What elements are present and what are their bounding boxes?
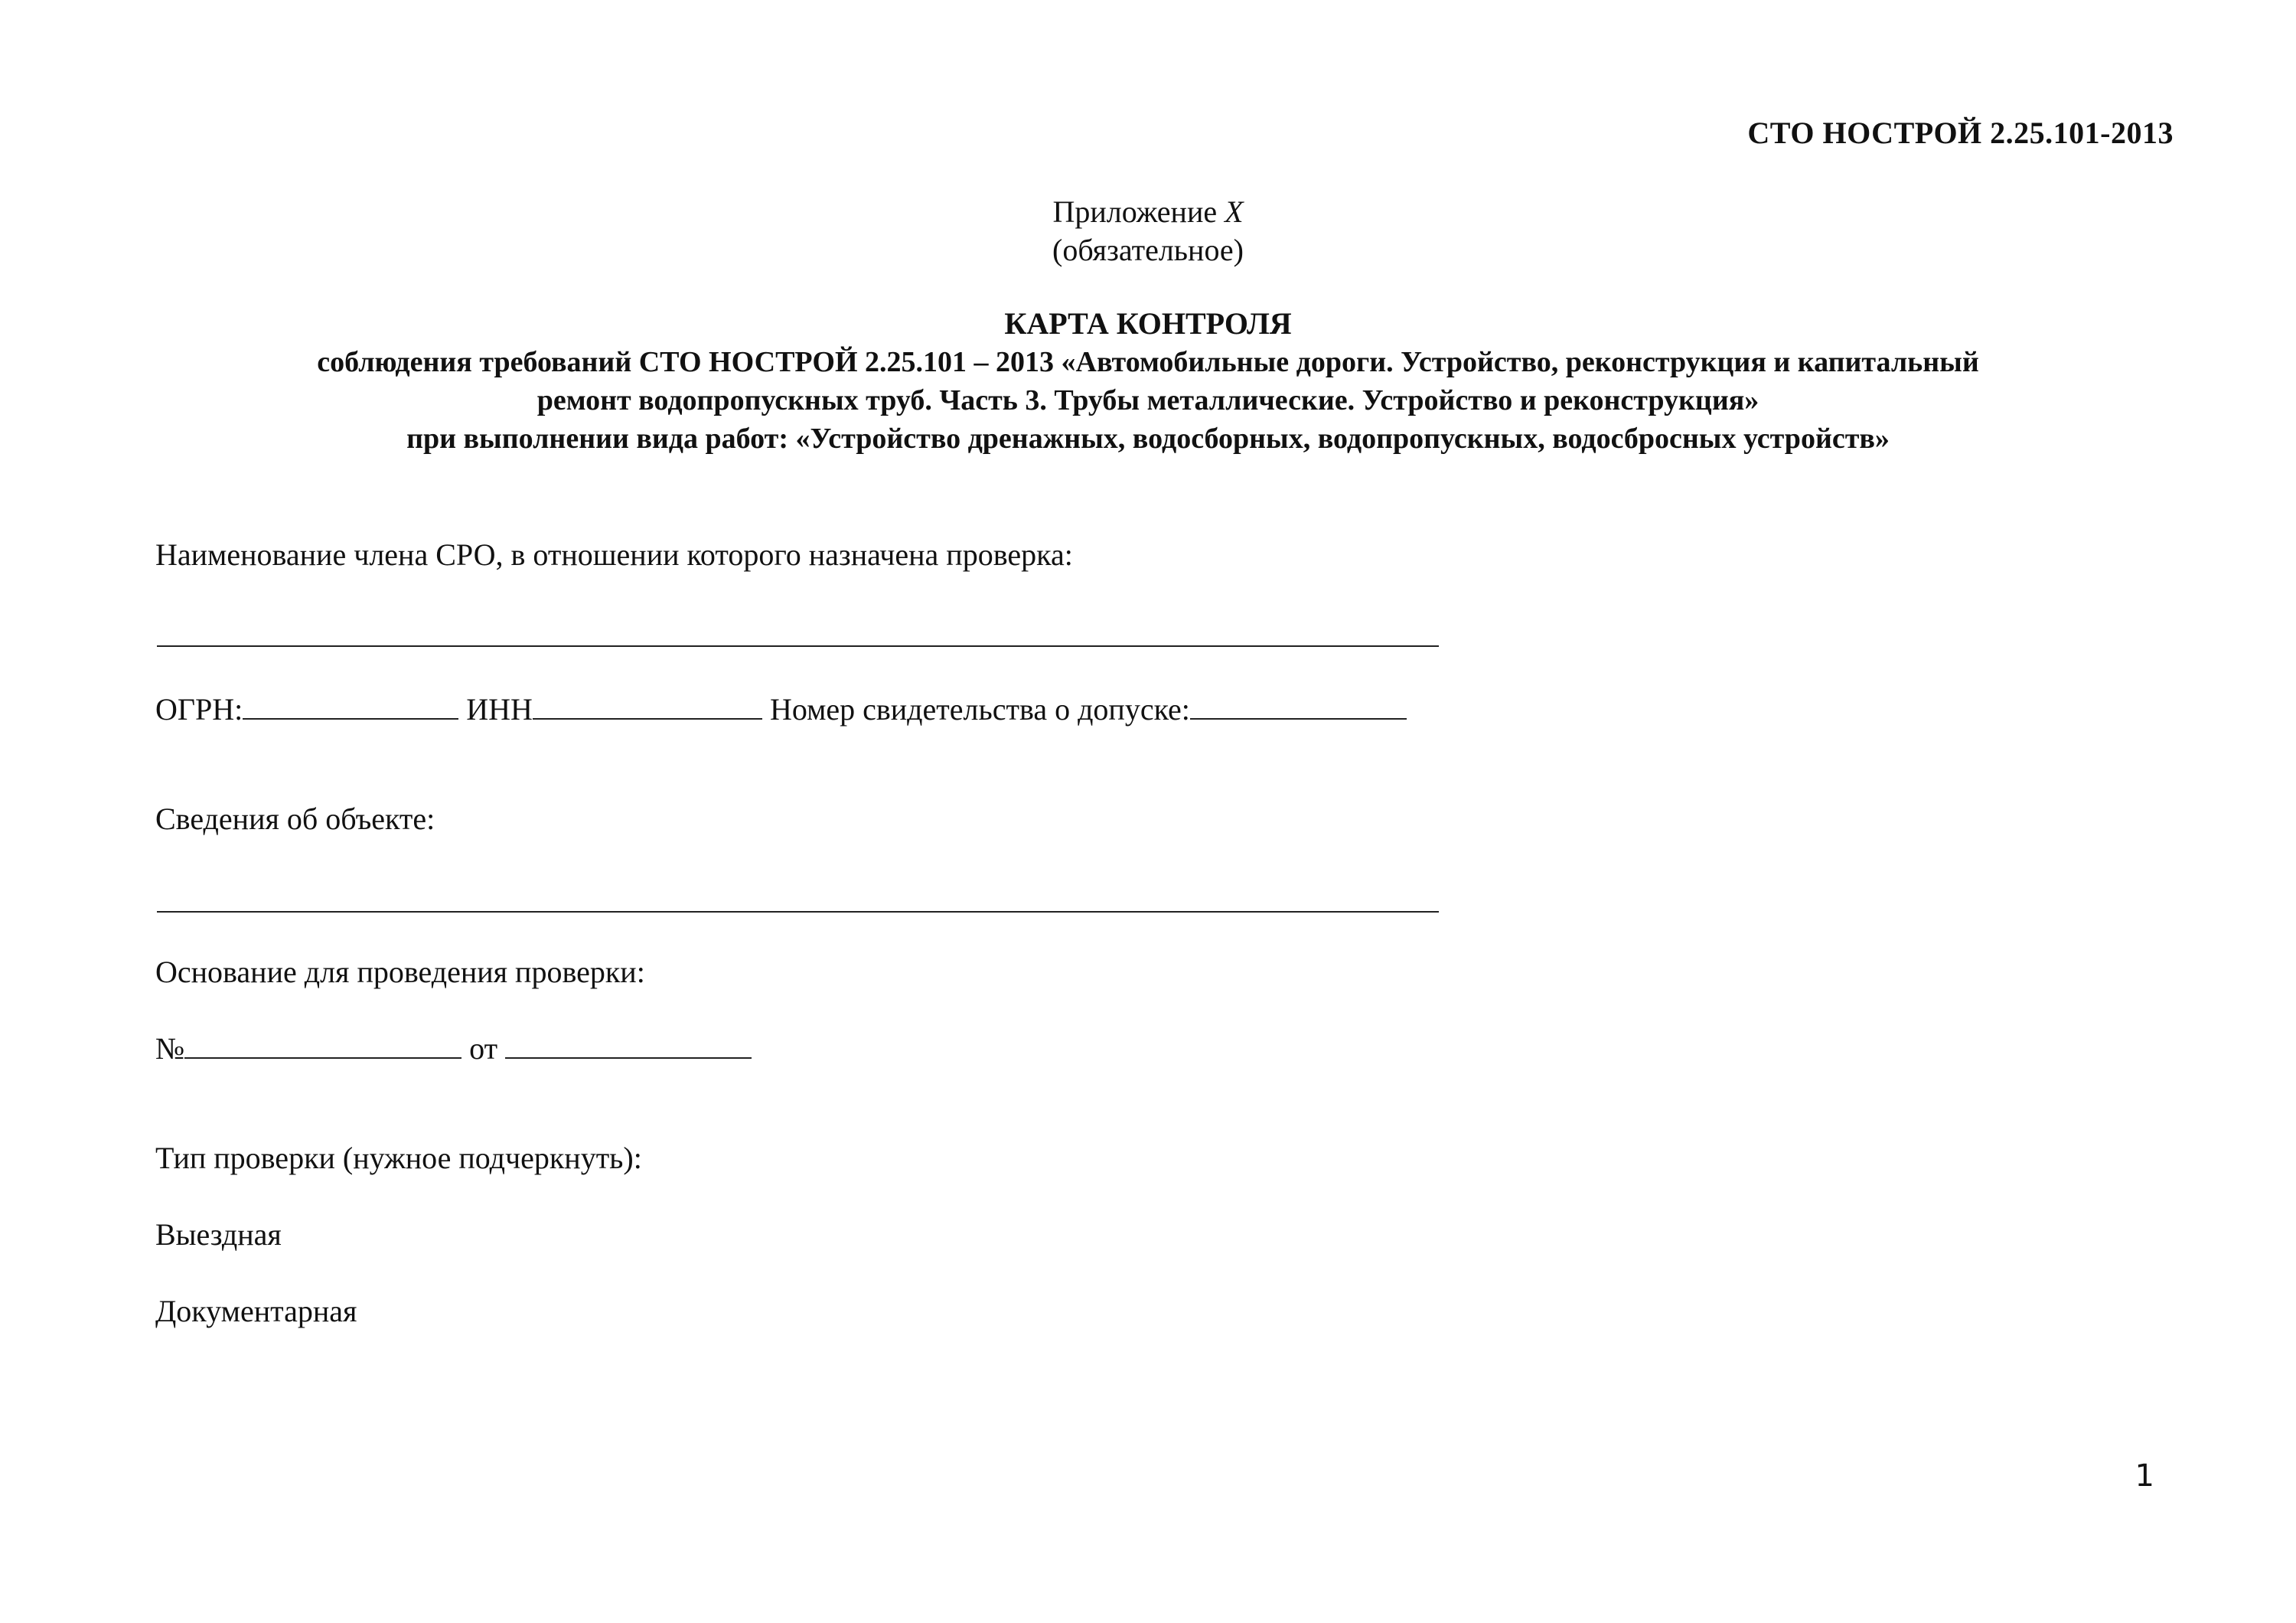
basis-number-field[interactable] (184, 1028, 461, 1059)
title-line-3: при выполнении вида работ: «Устройство дренажных, водосборных, водопропускных, водосбросных устройств» (406, 423, 1890, 455)
check-type-option-onsite[interactable]: Выездная (155, 1217, 282, 1252)
object-info-field[interactable] (157, 911, 1439, 913)
appendix-title (0, 193, 2296, 231)
object-info-label: Сведения об объекте: (155, 802, 435, 836)
member-name-label: Наименование члена СРО, в отношении которого назначена проверка: (155, 537, 1073, 572)
title-line-1: соблюдения требований СТО НОСТРОЙ 2.25.101 – 2013 «Автомобильные дороги. Устройство, реконструкция и капитальный (317, 346, 1979, 378)
check-type-label: Тип проверки (нужное подчеркнуть): (155, 1141, 642, 1175)
ogrn-field[interactable] (243, 689, 458, 720)
appendix-heading (0, 193, 2296, 269)
document-code-header: СТО НОСТРОЙ 2.25.101-2013 (1747, 116, 2174, 150)
title-main: КАРТА КОНТРОЛЯ (1004, 306, 1292, 341)
inn-field[interactable] (533, 689, 762, 720)
check-basis-label: Основание для проведения проверки: (155, 955, 645, 989)
member-name-field[interactable] (157, 645, 1439, 647)
check-type-option-documentary[interactable]: Документарная (155, 1294, 357, 1328)
from-label: от (469, 1031, 498, 1066)
control-card-title (176, 305, 2120, 458)
inn-label: ИНН (466, 692, 533, 727)
title-line-2: ремонт водопропускных труб. Часть 3. Трубы металлические. Устройство и реконструкция» (536, 384, 1760, 416)
appendix-prefix: Приложение (1052, 194, 1218, 229)
appendix-letter: X (1225, 194, 1244, 229)
certificate-field[interactable] (1190, 689, 1407, 720)
number-sign: № (155, 1031, 185, 1066)
registration-row (155, 689, 1407, 729)
basis-number-row (155, 1028, 752, 1068)
page-number: 1 (2135, 1458, 2154, 1494)
appendix-status: (обязательное) (1052, 233, 1244, 267)
ogrn-label: ОГРН: (155, 692, 243, 727)
basis-date-field[interactable] (505, 1028, 752, 1059)
certificate-label: Номер свидетельства о допуске: (769, 692, 1190, 727)
